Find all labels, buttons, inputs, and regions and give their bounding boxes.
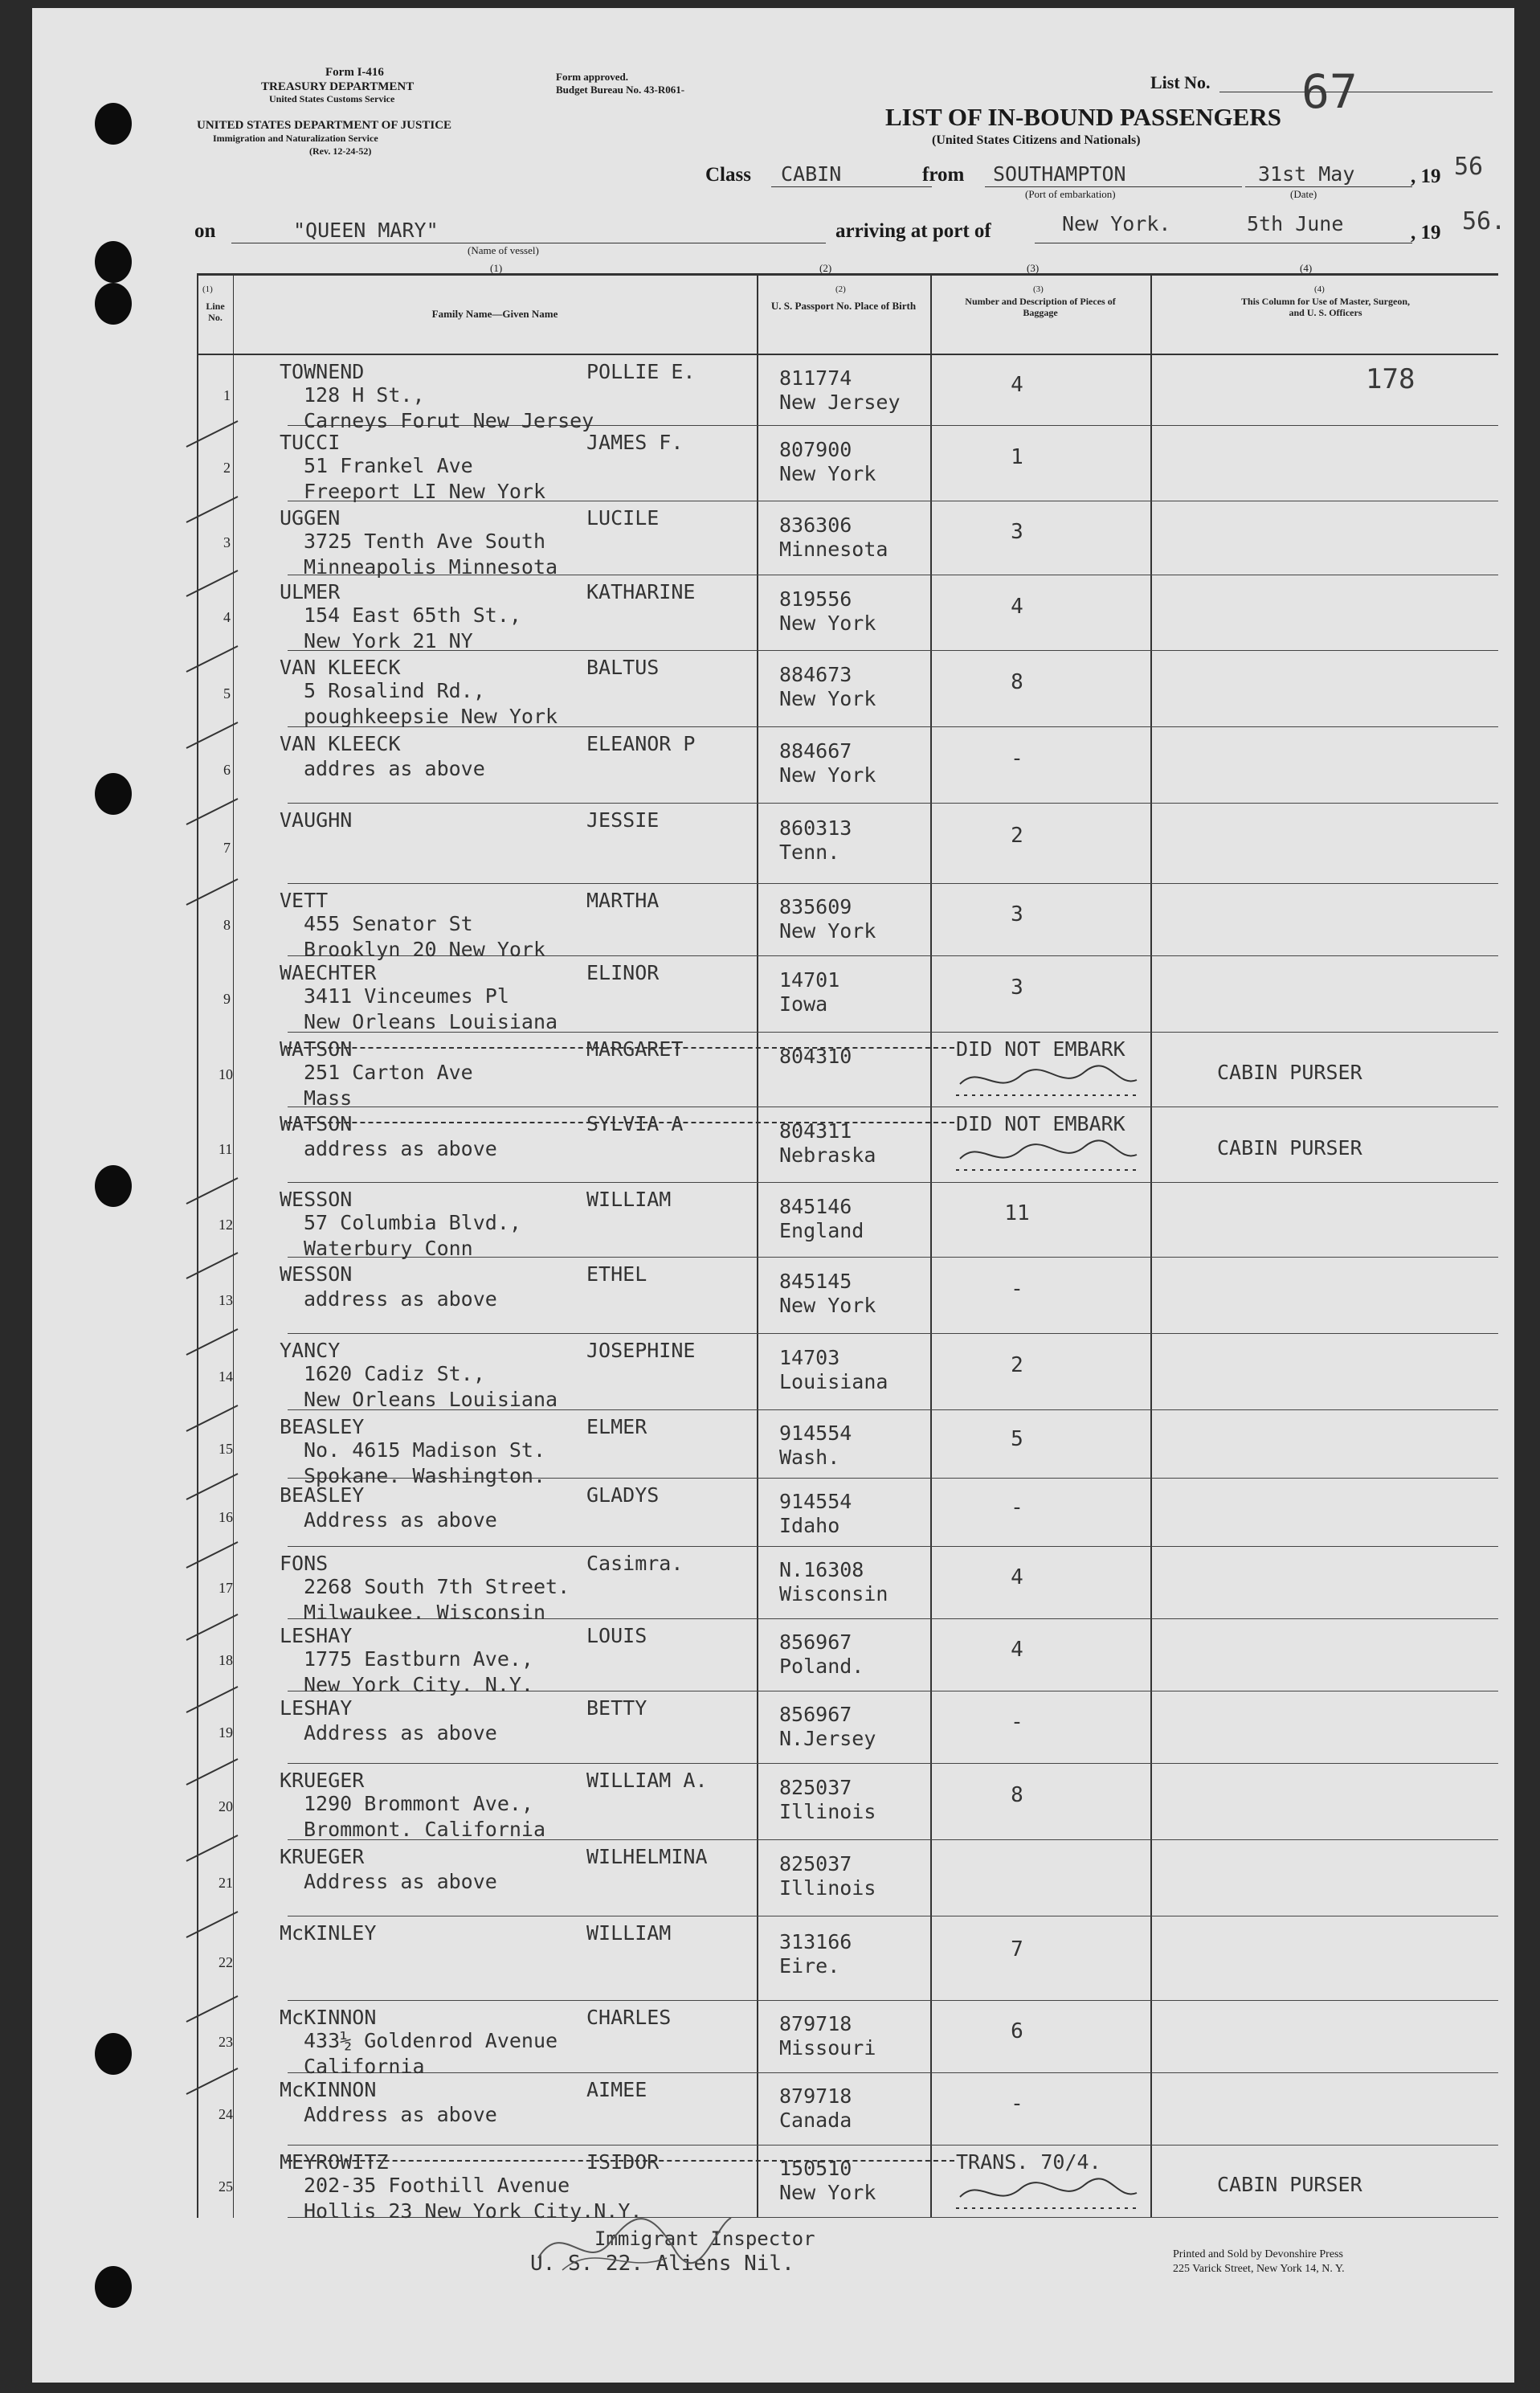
line-number: 18 [219, 1652, 233, 1668]
address: address as above [304, 1287, 497, 1311]
line-number: 5 [223, 685, 231, 702]
line-number: 12 [219, 1217, 233, 1233]
place-of-birth: Eire. [779, 1954, 840, 1978]
passport-number: 845145 [779, 1270, 852, 1293]
passport-number: 856967 [779, 1630, 852, 1654]
baggage-count: - [1011, 2092, 1023, 2116]
place-of-birth: New York [779, 687, 876, 710]
caption-3: (3) [1027, 262, 1040, 274]
col-number: (4) [1314, 284, 1325, 294]
address: 3725 Tenth Ave South Minneapolis Minnesota [304, 530, 558, 579]
line-number: 3 [223, 534, 231, 550]
given-name: BETTY [586, 1696, 647, 1720]
place-of-birth: Missouri [779, 2036, 876, 2060]
line-number: 13 [219, 1292, 233, 1308]
port-of-arrival: New York. [1062, 212, 1171, 235]
passenger-row [32, 727, 1514, 804]
given-name: MARTHA [586, 889, 660, 912]
place-of-birth: England [779, 1219, 864, 1242]
place-of-birth: N.Jersey [779, 1727, 876, 1750]
baggage-count: - [1011, 1277, 1023, 1301]
baggage-count: 4 [1011, 1565, 1023, 1589]
passport-number: 811774 [779, 366, 852, 390]
passenger-row [32, 2001, 1514, 2078]
passport-number: 14703 [779, 1346, 840, 1369]
address: address as above [304, 1137, 497, 1160]
passenger-row [32, 884, 1514, 961]
passport-number: 835609 [779, 895, 852, 918]
baggage-count: 8 [1011, 670, 1023, 694]
given-name: ELMER [586, 1415, 647, 1438]
passport-number: 879718 [779, 2084, 852, 2108]
place-of-birth: Canada [779, 2109, 852, 2132]
address: 202-35 Foothill Avenue Hollis 23 New York City.N.Y. [304, 2174, 643, 2223]
check-mark [185, 876, 241, 908]
family-name: ULMER [280, 580, 341, 603]
baggage-count: 8 [1011, 1783, 1023, 1807]
place-of-birth: Louisiana [779, 1370, 888, 1393]
address: 1290 Brommont Ave., Brommont. California [304, 1792, 546, 1841]
family-name: VETT [280, 889, 329, 912]
col-header-baggage: Number and Description of Pieces of Baggage [965, 296, 1116, 318]
check-mark [185, 1993, 241, 2025]
given-name: SYLVIA A [586, 1112, 684, 1135]
given-name: LOUIS [586, 1624, 647, 1647]
col-header-line-no: Line No. [206, 301, 225, 323]
embark-remark: TRANS. 70/4. [956, 2150, 1101, 2174]
address: Address as above [304, 1721, 497, 1745]
ins-header: Immigration and Naturalization Service [213, 133, 378, 144]
check-mark [185, 1175, 241, 1207]
page-title: LIST OF IN-BOUND PASSENGERS [885, 103, 1281, 131]
year-prefix: , 19 [1411, 166, 1441, 187]
passport-number: 914554 [779, 1421, 852, 1445]
passport-number: 914554 [779, 1490, 852, 1513]
manifest-page [32, 8, 1514, 2383]
place-of-birth: Poland. [779, 1655, 864, 1678]
given-name: ELEANOR P [586, 732, 696, 755]
baggage-count: 3 [1011, 902, 1023, 927]
passport-number: 804311 [779, 1119, 852, 1143]
address: Address as above [304, 2103, 497, 2126]
check-mark [185, 2065, 241, 2097]
family-name: VAN KLEECK [280, 732, 401, 755]
check-mark [185, 796, 241, 828]
address: 128 H St., Carneys Forut New Jersey [304, 383, 594, 432]
given-name: LUCILE [586, 506, 660, 530]
check-mark [185, 1471, 241, 1503]
baggage-count: 1 [1011, 445, 1023, 469]
family-name: TUCCI [280, 431, 341, 454]
page-subtitle: (United States Citizens and Nationals) [932, 133, 1141, 147]
baggage-count: 5 [1011, 1427, 1023, 1451]
place-of-birth: Wash. [779, 1446, 840, 1469]
punch-hole [95, 283, 132, 325]
family-name: KRUEGER [280, 1845, 365, 1868]
inspector-signature [530, 2194, 739, 2282]
form-number: Form I-416 [325, 66, 384, 79]
passport-number: 807900 [779, 438, 852, 461]
caption-1: (1) [490, 262, 503, 274]
place-of-birth: Wisconsin [779, 1582, 888, 1606]
date-of-arrival: 5th June [1247, 212, 1344, 235]
port-of-embarkation: SOUTHAMPTON [993, 162, 1126, 186]
passport-number: 819556 [779, 587, 852, 611]
strike-through-line [288, 1047, 954, 1049]
customs-service: United States Customs Service [269, 93, 395, 104]
date-embark-underline [1245, 186, 1412, 187]
family-name: WAECHTER [280, 961, 377, 984]
family-name: BEASLEY [280, 1415, 365, 1438]
place-of-birth: Tenn. [779, 841, 840, 864]
baggage-count: - [1011, 747, 1023, 771]
passenger-row [32, 651, 1514, 727]
place-of-birth: Illinois [779, 1876, 876, 1900]
passenger-row [32, 956, 1514, 1033]
passenger-row [32, 1258, 1514, 1334]
col-header-officers: This Column for Use of Master, Surgeon, and U. S. Officers [1240, 296, 1410, 318]
baggage-count: - [1011, 1710, 1023, 1734]
check-mark [185, 1250, 241, 1282]
baggage-count: 4 [1011, 1638, 1023, 1662]
passenger-row [32, 1033, 1514, 1110]
given-name: ELINOR [586, 961, 660, 984]
caption-2: (2) [819, 262, 832, 274]
baggage-count: 2 [1011, 1353, 1023, 1377]
place-of-birth: New York [779, 2181, 876, 2204]
family-name: VAUGHN [280, 808, 353, 832]
strike-through-line [288, 2160, 954, 2162]
given-name: Casimra. [586, 1552, 684, 1575]
class-value: CABIN [781, 162, 842, 186]
given-name: ISIDOR [586, 2150, 660, 2174]
date-caption: (Date) [1290, 188, 1317, 200]
year-prefix-arrival: , 19 [1411, 222, 1441, 243]
line-number: 6 [223, 762, 231, 778]
given-name: JESSIE [586, 808, 660, 832]
check-mark [185, 643, 241, 675]
passenger-row [32, 1334, 1514, 1410]
arriving-label: arriving at port of [835, 220, 991, 242]
family-name: WATSON [280, 1037, 353, 1061]
line-number: 21 [219, 1875, 233, 1891]
line-number: 17 [219, 1580, 233, 1596]
baggage-count: 11 [1004, 1201, 1030, 1225]
place-of-birth: Illinois [779, 1800, 876, 1823]
place-of-birth: New York [779, 919, 876, 943]
line-number: 2 [223, 460, 231, 476]
col-number: (3) [1033, 284, 1044, 294]
passenger-row [32, 1764, 1514, 1840]
address: 2268 South 7th Street. Milwaukee. Wisconsin [304, 1575, 570, 1624]
passport-number: 804310 [779, 1045, 852, 1068]
place-of-birth: New Jersey [779, 391, 901, 414]
given-name: ETHEL [586, 1262, 647, 1286]
family-name: McKINLEY [280, 1921, 377, 1945]
family-name: MEYROWITZ [280, 2150, 389, 2174]
embark-remark: DID NOT EMBARK [956, 1112, 1125, 1135]
place-of-birth: Iowa [779, 992, 828, 1016]
punch-hole [95, 241, 132, 283]
purser-initials [956, 1060, 1141, 1100]
family-name: McKINNON [280, 2006, 377, 2029]
given-name: WILHELMINA [586, 1845, 708, 1868]
line-number: 20 [219, 1798, 233, 1814]
passport-number: 313166 [779, 1930, 852, 1953]
purser-initials [956, 2173, 1141, 2213]
on-label: on [194, 220, 216, 242]
family-name: WESSON [280, 1262, 353, 1286]
punch-hole [95, 103, 132, 145]
passport-number: 860313 [779, 816, 852, 840]
line-number: 7 [223, 840, 231, 856]
baggage-count: 4 [1011, 595, 1023, 619]
check-mark [185, 1832, 241, 1864]
address: 51 Frankel Ave Freeport LI New York [304, 454, 546, 503]
address: 1775 Eastburn Ave., New York City. N.Y. [304, 1647, 533, 1696]
passport-number: 884673 [779, 663, 852, 686]
check-mark [185, 719, 241, 751]
given-name: GLADYS [586, 1483, 660, 1507]
punch-hole [95, 2266, 132, 2308]
baggage-count: 6 [1011, 2019, 1023, 2043]
family-name: LESHAY [280, 1696, 353, 1720]
caption-4: (4) [1300, 262, 1313, 274]
totals-note: U. S. 22. Aliens Nil. [530, 2252, 795, 2276]
passport-number: N.16308 [779, 1558, 864, 1581]
address: Address as above [304, 1870, 497, 1893]
list-no-label: List No. [1150, 72, 1211, 92]
passport-number: 845146 [779, 1195, 852, 1218]
given-name: WILLIAM A. [586, 1769, 708, 1792]
passenger-row [32, 1107, 1514, 1183]
passport-number: 836306 [779, 513, 852, 537]
passenger-row [32, 1840, 1514, 1916]
col-header-passport: U. S. Passport No. Place of Birth [770, 300, 917, 312]
passenger-row [32, 2146, 1514, 2223]
passenger-row [32, 1916, 1514, 2001]
baggage-count: 2 [1011, 824, 1023, 848]
address: 433½ Goldenrod Avenue California [304, 2029, 558, 2078]
form-revision: (Rev. 12-24-52) [309, 145, 372, 157]
passenger-row [32, 575, 1514, 651]
given-name: CHARLES [586, 2006, 672, 2029]
check-mark [185, 1402, 241, 1434]
line-number: 14 [219, 1368, 233, 1385]
line-number: 25 [219, 2178, 233, 2195]
given-name: POLLIE E. [586, 360, 696, 383]
place-of-birth: Idaho [779, 1514, 840, 1537]
budget-bureau: Budget Bureau No. 43-R061- [556, 84, 685, 96]
family-name: VAN KLEECK [280, 656, 401, 679]
treasury-dept: TREASURY DEPARTMENT [261, 80, 415, 93]
line-number: 23 [219, 2034, 233, 2050]
passenger-row [32, 1410, 1514, 1487]
given-name: WILLIAM [586, 1921, 672, 1945]
passport-number: 825037 [779, 1852, 852, 1876]
family-name: WESSON [280, 1188, 353, 1211]
address: 455 Senator St Brooklyn 20 New York [304, 912, 546, 961]
address: 1620 Cadiz St., New Orleans Louisiana [304, 1362, 558, 1411]
family-name: FONS [280, 1552, 329, 1575]
purser-note: CABIN PURSER [1217, 1136, 1362, 1160]
port-embark-caption: (Port of embarkation) [1025, 188, 1116, 200]
passenger-row [32, 1479, 1514, 1547]
place-of-birth: Minnesota [779, 538, 888, 561]
place-of-birth: New York [779, 763, 876, 787]
given-name: JAMES F. [586, 431, 684, 454]
given-name: MARGARET [586, 1037, 684, 1061]
passenger-row [32, 1619, 1514, 1696]
passenger-row [32, 1547, 1514, 1624]
doj-header: UNITED STATES DEPARTMENT OF JUSTICE [197, 119, 452, 132]
purser-initials [956, 1135, 1141, 1175]
baggage-count: 3 [1011, 976, 1023, 1000]
place-of-birth: New York [779, 462, 876, 485]
passenger-row [32, 804, 1514, 884]
passenger-row [32, 355, 1514, 432]
address: 57 Columbia Blvd., Waterbury Conn [304, 1211, 521, 1260]
purser-note: CABIN PURSER [1217, 1061, 1362, 1084]
check-mark [185, 1326, 241, 1358]
line-number: 4 [223, 609, 231, 625]
inspector-signature-line: Immigrant Inspector [594, 2227, 815, 2250]
given-name: WILLIAM [586, 1188, 672, 1211]
check-mark [185, 493, 241, 526]
check-mark [185, 567, 241, 599]
line-number: 8 [223, 917, 231, 933]
place-of-birth: New York [779, 1294, 876, 1317]
place-of-birth: New York [779, 612, 876, 635]
address: 154 East 65th St., New York 21 NY [304, 603, 521, 652]
family-name: YANCY [280, 1339, 341, 1362]
line-number: 10 [219, 1066, 233, 1082]
passport-number: 879718 [779, 2012, 852, 2035]
date-of-embarkation: 31st May [1258, 162, 1355, 186]
address: Address as above [304, 1508, 497, 1532]
line-number: 24 [219, 2106, 233, 2122]
address: 3411 Vinceumes Pl New Orleans Louisiana [304, 984, 558, 1033]
check-mark [185, 1539, 241, 1571]
class-underline [771, 186, 932, 187]
line-number: 15 [219, 1441, 233, 1457]
family-name: WATSON [280, 1112, 353, 1135]
from-label: from [922, 164, 965, 186]
check-mark [185, 418, 241, 450]
purser-note: CABIN PURSER [1217, 2173, 1362, 2196]
check-mark [185, 1908, 241, 1941]
passport-number: 150510 [779, 2157, 852, 2180]
printer-line-1: Printed and Sold by Devonshire Press [1173, 2248, 1343, 2260]
given-name: BALTUS [586, 656, 660, 679]
check-mark [185, 1683, 241, 1716]
family-name: UGGEN [280, 506, 341, 530]
place-of-birth: Nebraska [779, 1143, 876, 1167]
port-embark-underline [985, 186, 1242, 187]
check-mark [185, 1611, 241, 1643]
given-name: AIMEE [586, 2078, 647, 2101]
baggage-count: 3 [1011, 520, 1023, 544]
vessel-name: "QUEEN MARY" [293, 219, 439, 242]
address: No. 4615 Madison St. Spokane. Washington. [304, 1438, 546, 1487]
col-header-name: Family Name—Given Name [431, 308, 558, 320]
baggage-count: 4 [1011, 373, 1023, 397]
passenger-row [32, 1691, 1514, 1764]
passport-number: 884667 [779, 739, 852, 763]
family-name: TOWNEND [280, 360, 365, 383]
line-number: 11 [219, 1141, 233, 1157]
given-name: KATHARINE [586, 580, 696, 603]
form-approved: Form approved. [556, 71, 629, 83]
year-arrival: 56. [1462, 207, 1506, 235]
line-number: 22 [219, 1954, 233, 1970]
strike-through-line [288, 1122, 954, 1123]
family-name: KRUEGER [280, 1769, 365, 1792]
family-name: BEASLEY [280, 1483, 365, 1507]
line-number: 19 [219, 1724, 233, 1741]
line-number: 16 [219, 1509, 233, 1525]
line-number: 1 [223, 387, 231, 403]
embark-remark: DID NOT EMBARK [956, 1037, 1125, 1061]
passport-number: 14701 [779, 968, 840, 992]
given-name: JOSEPHINE [586, 1339, 696, 1362]
baggage-count: 7 [1011, 1937, 1023, 1961]
col-number: (2) [835, 284, 846, 294]
check-mark [185, 1756, 241, 1788]
address: addres as above [304, 757, 485, 780]
address: 251 Carton Ave Mass [304, 1061, 473, 1110]
printer-line-2: 225 Varick Street, New York 14, N. Y. [1173, 2263, 1345, 2275]
line-number: 9 [223, 991, 231, 1007]
family-name: LESHAY [280, 1624, 353, 1647]
list-no-value: 67 [1301, 64, 1358, 119]
address: 5 Rosalind Rd., poughkeepsie New York [304, 679, 558, 728]
family-name: McKINNON [280, 2078, 377, 2101]
baggage-count: - [1011, 1495, 1023, 1520]
passenger-row [32, 426, 1514, 501]
officer-note: 178 [1366, 363, 1415, 395]
passenger-row [32, 1183, 1514, 1258]
passport-number: 825037 [779, 1776, 852, 1799]
class-label: Class [705, 164, 751, 186]
passenger-row [32, 501, 1514, 579]
passenger-row [32, 2073, 1514, 2146]
col-number: (1) [202, 284, 213, 294]
year-embark: 56 [1454, 153, 1484, 181]
vessel-caption: (Name of vessel) [468, 244, 539, 256]
passport-number: 856967 [779, 1703, 852, 1726]
